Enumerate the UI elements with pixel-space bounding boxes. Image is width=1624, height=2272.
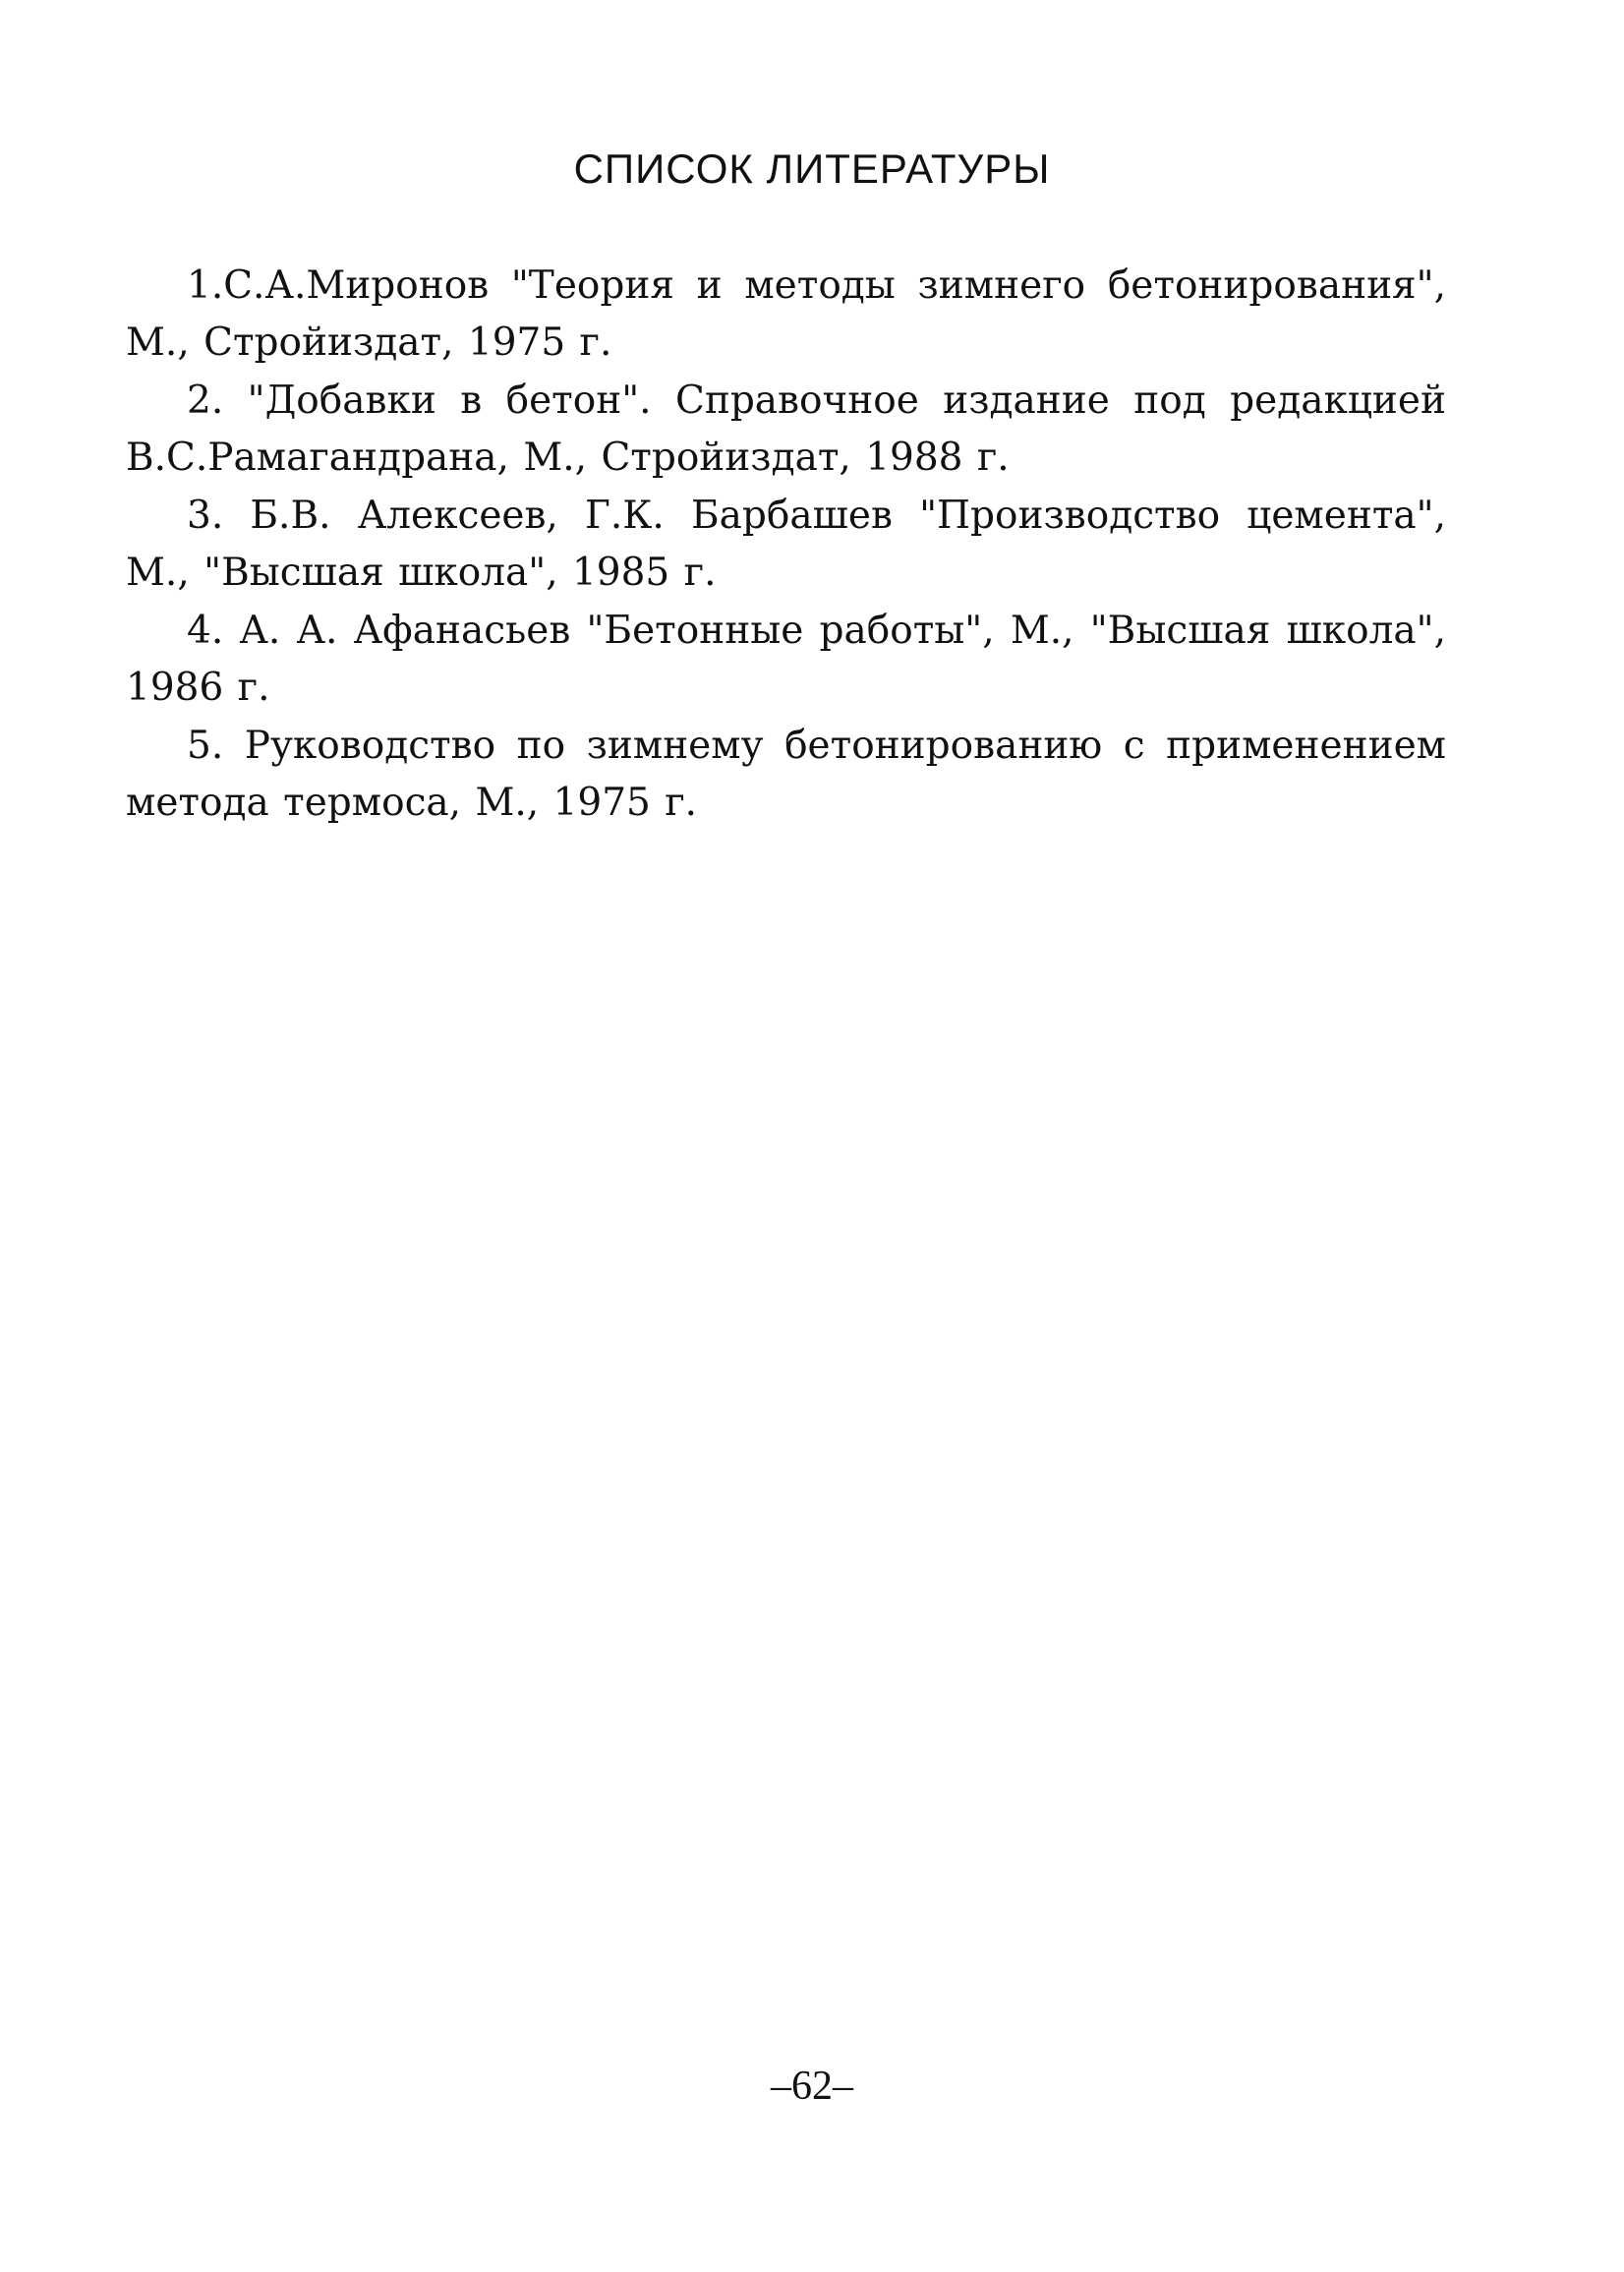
reference-item-3: 3. Б.В. Алексеев, Г.К. Барбашев "Производство цемента", М., "Высшая школа", 1985 г. — [126, 494, 1446, 595]
reference-item-5: 5. Руководство по зимнему бетонированию с применением метода термоса, М., 1975 г. — [126, 724, 1446, 825]
reference-list — [126, 258, 1446, 832]
page-title: СПИСОК ЛИТЕРАТУРЫ — [573, 146, 1051, 192]
reference-item-4: 4. А. А. Афанасьев "Бетонные работы", М., "Высшая школа", 1986 г. — [126, 609, 1446, 710]
page-number: –62– — [771, 2064, 853, 2109]
reference-item-1: 1.С.А.Миронов "Теория и методы зимнего бетонирования", М., Стройиздат, 1975 г. — [126, 263, 1446, 365]
reference-item-2: 2. "Добавки в бетон". Справочное издание под редакцией В.С.Рамагандрана, М., Стройиздат, 1988 г. — [126, 379, 1446, 480]
